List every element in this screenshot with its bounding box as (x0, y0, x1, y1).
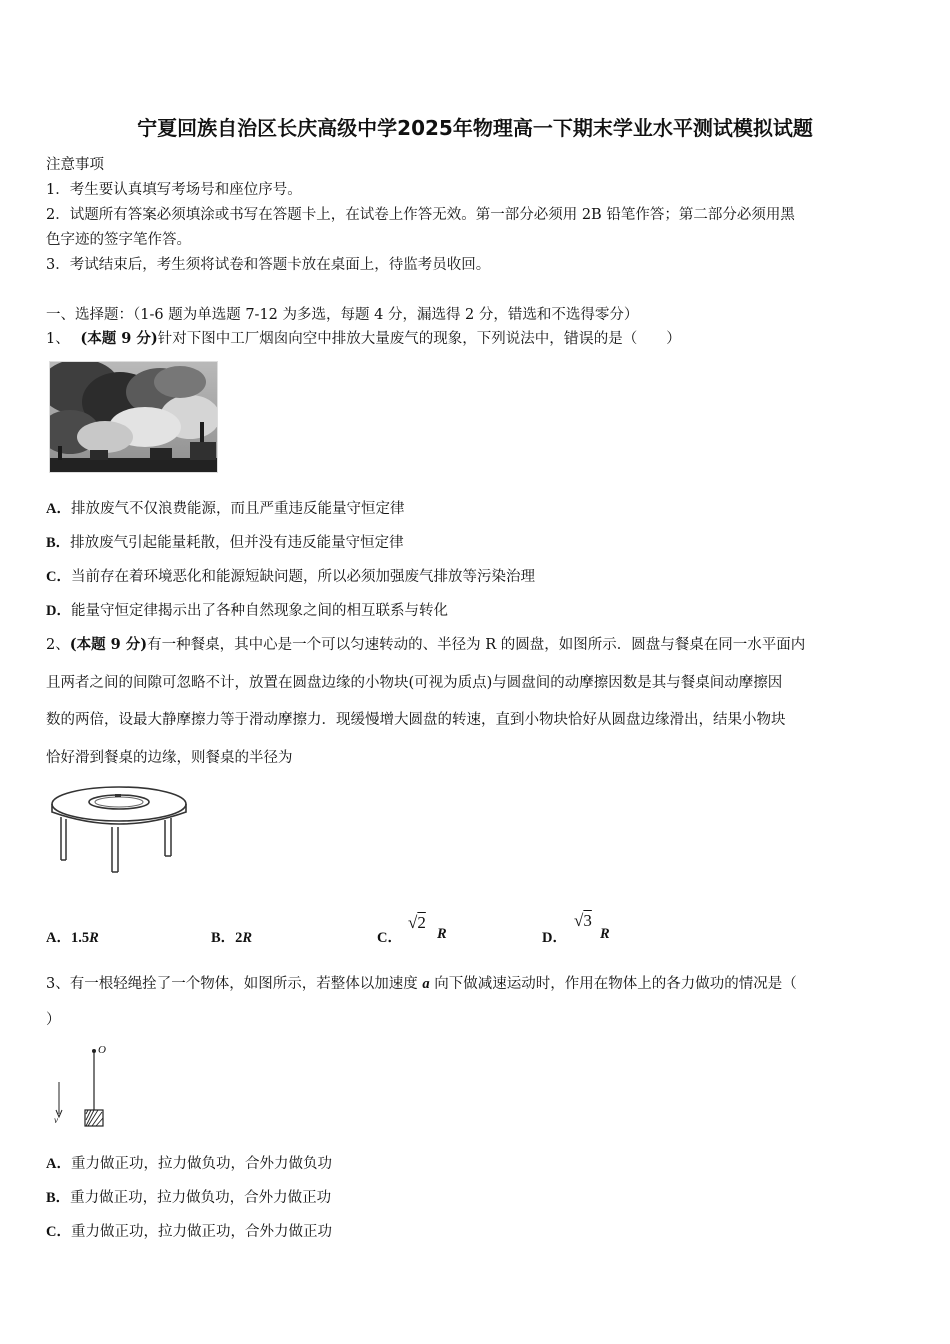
option-letter: A． (46, 930, 71, 946)
option-letter: B． (46, 535, 71, 551)
option-letter: A． (46, 1156, 71, 1172)
q1-score: (本题 9 分) (80, 330, 158, 347)
q3-stem-line-1 (46, 972, 797, 993)
q2-stem-line-1 (46, 633, 805, 654)
velocity-label: v (54, 1115, 58, 1125)
q1-option-d[interactable] (46, 599, 448, 620)
q2-option-c[interactable] (377, 926, 402, 947)
option-letter: D． (46, 603, 71, 619)
option-text: 当前存在着环境恶化和能源短缺问题，所以必须加强废气排放等污染治理 (70, 569, 535, 585)
q1-option-b[interactable] (46, 531, 404, 552)
q2-option-d-root: √3 (574, 911, 592, 930)
q3-stem-line-2: ） (46, 1012, 61, 1028)
q2-option-c-root: √2 (408, 913, 426, 932)
root-value: 3 (583, 911, 592, 930)
rope-block-figure (50, 1042, 120, 1136)
option-var: R (242, 930, 253, 946)
q1-stem-end: 的是（ ） (593, 331, 681, 347)
round-table-figure (47, 780, 192, 880)
q2-option-a[interactable] (46, 926, 99, 947)
notes-heading: 注意事项 (46, 157, 104, 173)
q1-option-c[interactable] (46, 565, 535, 586)
option-text: 排放废气不仅浪费能源，而且严重违反能量守恒定律 (70, 501, 405, 517)
q2-stem-line-4: 恰好滑到餐桌的边缘，则餐桌的半径为 (46, 750, 293, 766)
q1-keyword: 错误 (563, 329, 594, 347)
q3-var-a: a (422, 976, 430, 992)
option-letter: C． (377, 930, 402, 946)
option-letter: B． (211, 930, 236, 946)
page-title: 宁夏回族自治区长庆高级中学2025年物理高一下期末学业水平测试模拟试题 (137, 116, 813, 140)
q2-option-c-var: R (437, 926, 447, 942)
q2-option-b[interactable] (211, 926, 252, 947)
option-text: 重力做正功，拉力做负功，合外力做正功 (70, 1190, 332, 1206)
option-text: 能量守恒定律揭示出了各种自然现象之间的相互联系与转化 (70, 603, 448, 619)
q2-line: 有一种餐桌，其中心是一个可以匀速转动的、半径为 R 的圆盘，如图所示．圆盘与餐桌在同一水平面内 (147, 637, 806, 653)
note-item-3: 3．考试结束后，考生须将试卷和答题卡放在桌面上，待监考员收回。 (46, 257, 491, 273)
q2-score: (本题 9 分) (69, 636, 148, 653)
factory-smoke-photo (49, 361, 218, 473)
option-letter: B． (46, 1190, 71, 1206)
note-item-1: 1．考生要认真填写考场号和座位序号。 (46, 182, 302, 198)
q2-option-d-var: R (600, 926, 610, 942)
root-value: 2 (417, 913, 426, 932)
option-letter: C． (46, 1224, 71, 1240)
q2-stem-line-2: 且两者之间的间隙可忽略不计，放置在圆盘边缘的小物块(可视为质点)与圆盘间的动摩擦因数是其与餐桌间动摩擦因 (46, 675, 783, 691)
q2-number: 2、 (46, 637, 70, 653)
point-o-label: O (98, 1044, 106, 1056)
q3-stem-a: 有一根轻绳拴了一个物体，如图所示，若整体以加速度 (69, 976, 423, 992)
option-text: 重力做正功，拉力做负功，合外力做负功 (70, 1156, 332, 1172)
q2-option-d[interactable] (542, 926, 567, 947)
option-letter: A． (46, 501, 71, 517)
option-coef: 2 (235, 930, 243, 946)
option-var: R (89, 930, 99, 946)
note-item-2-cont: 色字迹的签字笔作答。 (46, 232, 191, 248)
q3-option-c[interactable] (46, 1220, 332, 1241)
section-heading: 一、选择题：（1-6 题为单选题 7-12 为多选，每题 4 分，漏选得 2 分，错选和不选得零分） (46, 307, 639, 323)
option-text: 重力做正功，拉力做正功，合外力做正功 (70, 1224, 332, 1240)
q3-number: 3、 (46, 976, 70, 992)
q1-option-a[interactable] (46, 497, 404, 518)
q3-option-b[interactable] (46, 1186, 331, 1207)
note-item-2: 2．试题所有答案必须填涂或书写在答题卡上，在试卷上作答无效。第一部分必须用 2B 铅笔作答；第二部分必须用黑 (46, 207, 795, 223)
option-coef: 1.5 (70, 930, 90, 946)
q1-stem (46, 327, 681, 348)
option-letter: C． (46, 569, 71, 585)
q3-option-a[interactable] (46, 1152, 332, 1173)
q3-stem-b: 向下做减速运动时，作用在物体上的各力做功的情况是（ (429, 976, 797, 992)
q1-stem-text: 针对下图中工厂烟囱向空中排放大量废气的现象，下列说法中， (157, 331, 564, 347)
option-letter: D． (542, 930, 567, 946)
q1-number: 1、 (46, 331, 70, 347)
q2-stem-line-3: 数的两倍，设最大静摩擦力等于滑动摩擦力．现缓慢增大圆盘的转速，直到小物块恰好从圆盘边缘滑出，结果小物块 (46, 712, 786, 728)
option-text: 排放废气引起能量耗散，但并没有违反能量守恒定律 (70, 535, 404, 551)
